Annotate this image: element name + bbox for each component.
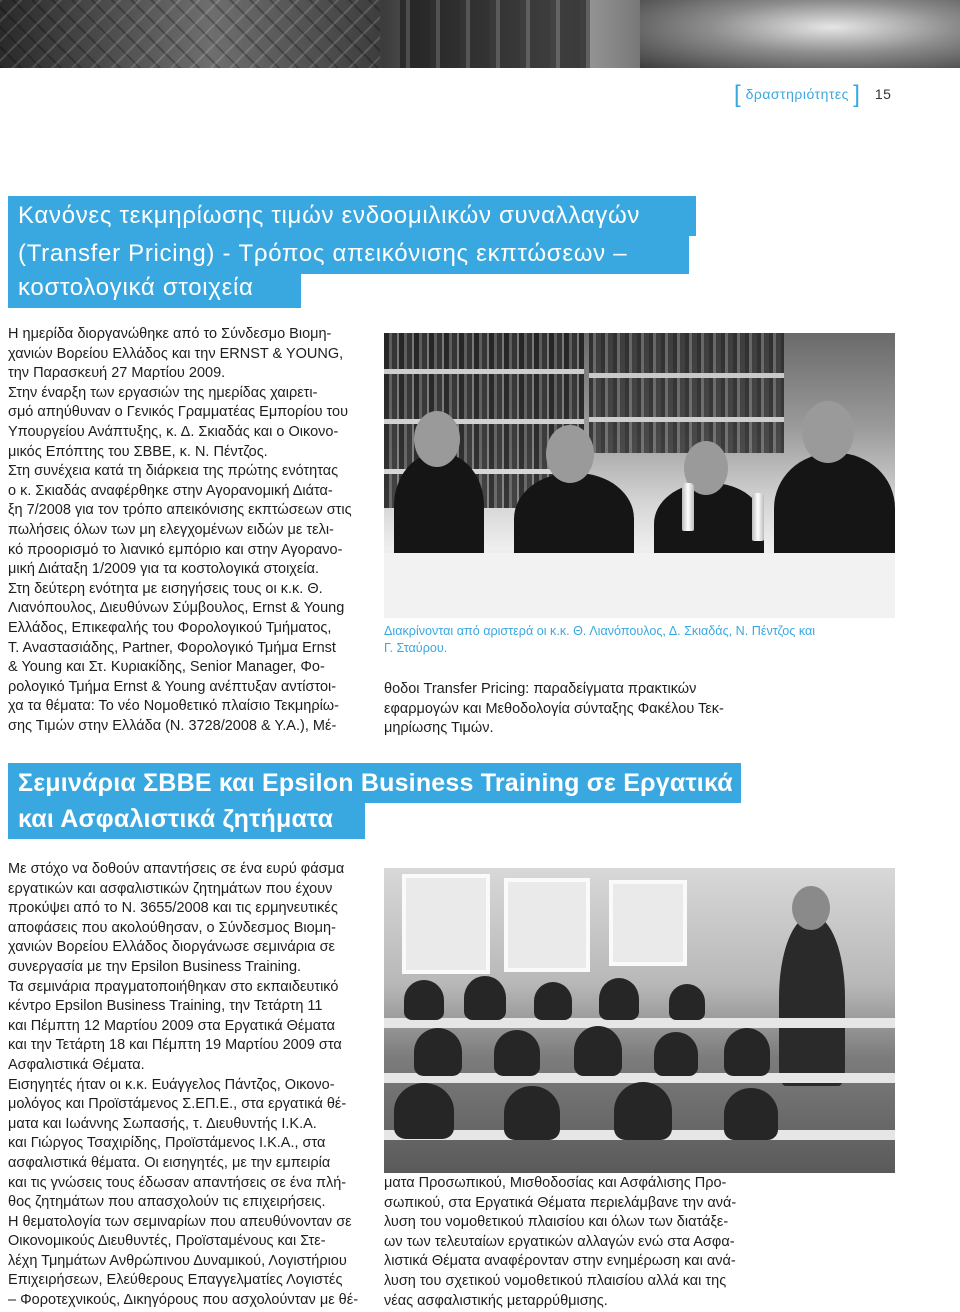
text-line: σωπικού, στα Εργατικά Θέματα περιελάμβανε την ανά- [384, 1194, 737, 1211]
window [609, 880, 687, 966]
text-line: λέχη Τμημάτων Ανθρώπινου Δυναμικού, Λογιστήριου [8, 1252, 347, 1269]
seminar-photo [384, 868, 895, 1173]
student-silhouette [599, 978, 639, 1020]
article2-title-line-1: Σεμινάρια ΣΒΒΕ και Epsilon Business Training σε Εργατικά [8, 763, 741, 803]
text-line: την Παρασκευή 27 Μαρτίου 2009. [8, 365, 226, 382]
text-line: μικός Επόπτης του ΣΒΒΕ, κ. Ν. Πέντζος. [8, 443, 268, 460]
person-silhouette [394, 453, 484, 563]
student-silhouette [724, 1028, 770, 1076]
person-silhouette [774, 453, 895, 568]
meeting-photo [384, 333, 895, 618]
article2-title-line-2: και Ασφαλιστικά ζητήματα [8, 799, 365, 839]
bracket-icon: ] [853, 81, 861, 108]
student-silhouette [414, 1028, 462, 1076]
text-line: κέντρο Epsilon Business Training, την Τετάρτη 11 [8, 998, 323, 1015]
text-line: πωλήσεις όλων των μη ελεγχομένων ειδών με τελι- [8, 521, 334, 538]
text-line: κό προορισμό το λιανικό εμπόριο και στην Αγορανο- [8, 541, 343, 558]
banner-strip-texture [400, 0, 590, 68]
text-line: μηρίωσης Τιμών. [384, 720, 494, 737]
text-line: ξη 7/2008 για τον τρόπο απεικόνισης εκπτώσεων στις [8, 502, 352, 519]
student-silhouette [574, 1026, 622, 1076]
water-bottle [752, 493, 764, 541]
banner-metal-texture [640, 0, 960, 68]
article1-right-column [384, 680, 895, 739]
article2-left-column [8, 860, 368, 1311]
text-line: ματα Προσωπικού, Μισθοδοσίας και Ασφάλισης Προ- [384, 1175, 727, 1191]
running-head [734, 81, 891, 109]
person-head [414, 411, 460, 467]
student-silhouette [724, 1088, 778, 1140]
student-silhouette [394, 1083, 454, 1139]
text-line: θος ζητημάτων που απασχολούν τις επιχειρήσεις. [8, 1194, 326, 1211]
speaker-silhouette [779, 916, 845, 1086]
person-head [546, 425, 594, 483]
article1-title-line-3: κοστολογικά στοιχεία [8, 268, 301, 308]
text-line: μική Διάταξη 1/2009 για τα κοστολογικά στοιχεία. [8, 561, 320, 578]
text-line: λιστικά Θέματα αναφέρονταν στην ενημέρωση και ανά- [384, 1253, 736, 1270]
text-line: μολόγος και Προϊστάμενος Σ.ΕΠ.Ε., στα εργατικά θέ- [8, 1096, 347, 1113]
text-line: Επιχειρήσεων, Ελεύθερους Επαγγελματίες Λογιστές [8, 1272, 343, 1289]
text-line: θοδοι Transfer Pricing: παραδείγματα πρακτικών [384, 681, 697, 697]
student-silhouette [464, 976, 506, 1020]
text-line: Η ημερίδα διοργανώθηκε από το Σύνδεσμο Βιομη- [8, 326, 332, 342]
text-line: και Γιώργος Τσαχιρίδης, Προϊστάμενος Ι.Κ.Α., στα [8, 1135, 326, 1152]
text-line: ων των τελευταίων εργατικών αλλαγών ενώ στα Ασφα- [384, 1233, 735, 1250]
text-line: Στην έναρξη των εργασιών της ημερίδας χαιρετι- [8, 384, 318, 401]
student-silhouette [614, 1082, 672, 1140]
text-line: σμό απηύθυναν ο Γενικός Γραμματέας Εμπορίου του [8, 404, 349, 421]
text-line: Ασφαλιστικά Θέματα. [8, 1056, 145, 1073]
text-line: ασφαλιστικά θέματα. Οι εισηγητές, με την εμπειρία [8, 1154, 331, 1171]
article2-right-column [384, 1174, 895, 1311]
bookshelf-right [589, 333, 784, 453]
text-line: Τα σεμινάρια πραγματοποιήθηκαν στο εκπαιδευτικό [8, 978, 339, 995]
student-silhouette [654, 1032, 698, 1076]
text-line: χα τα θέματα: Το νέο Νομοθετικό πλαίσιο Τεκμηρίω- [8, 698, 339, 715]
caption-line: Διακρίνονται από αριστερά οι κ.κ. Θ. Λιανόπουλος, Δ. Σκιαδάς, Ν. Πέντζος και [384, 624, 816, 638]
text-line: εφαρμογών και Μεθοδολογία σύνταξης Φακέλου Τεκ- [384, 700, 724, 717]
window [504, 878, 590, 972]
article1-left-column [8, 325, 368, 736]
text-line: Οικονομικούς Διευθυντές, Προϊσταμένους και Στε- [8, 1233, 326, 1250]
student-silhouette [494, 1030, 540, 1076]
text-line: σης Τιμών στην Ελλάδα (Ν. 3728/2008 & Υ.Α.), Μέ- [8, 717, 337, 734]
student-silhouette [534, 982, 572, 1020]
text-line: και την Τετάρτη 18 και Πέμπτη 19 Μαρτίου 2009 στα [8, 1037, 342, 1054]
page-number: 15 [874, 86, 892, 102]
text-line: Υπουργείου Ανάπτυξης, κ. Δ. Σκιαδάς και ο Οικονο- [8, 423, 339, 440]
text-line: & Young και Στ. Κυριακίδης, Senior Manager, Φο- [8, 659, 325, 676]
section-label: δραστηριότητες [745, 86, 849, 102]
text-line: προκύψει από το Ν. 3655/2008 και τις ερμηνευτικές [8, 900, 338, 917]
text-line: λυση του νομοθετικού πλαισίου και όλων των διατάξε- [384, 1214, 729, 1231]
student-silhouette [404, 980, 444, 1020]
text-line: – Φοροτεχνικούς, Δικηγόρους που ασχολούνταν με θέ- [8, 1292, 359, 1309]
text-line: συνεργασία με την Epsilon Business Training. [8, 958, 302, 975]
text-line: Εισηγητές ήταν οι κ.κ. Ευάγγελος Πάντζος, Οικονο- [8, 1076, 335, 1093]
text-line: Με στόχο να δοθούν απαντήσεις σε ένα ευρύ φάσμα [8, 861, 345, 877]
text-line: Λιανόπουλος, Διευθύνων Σύμβουλος, Ernst & Young [8, 600, 345, 617]
text-line: εργατικών και ασφαλιστικών ζητημάτων που έχουν [8, 880, 333, 897]
water-bottle [682, 483, 694, 531]
bracket-icon: [ [734, 81, 742, 108]
text-line: ο κ. Σκιαδάς αναφέρθηκε στην Αγορανομική Διάτα- [8, 482, 333, 499]
text-line: λυση του σχετικού νομοθετικού πλαισίου αλλά και της [384, 1272, 727, 1289]
meeting-table [384, 553, 895, 618]
text-line: Στη δεύτερη ενότητα με εισηγήσεις τους οι κ.κ. Θ. [8, 580, 323, 597]
header-photo-banner [0, 0, 960, 68]
desk-row [384, 1018, 895, 1028]
meeting-photo-caption [384, 623, 895, 657]
text-line: και τις γνώσεις τους έδωσαν απαντήσεις σε ένα πλή- [8, 1174, 347, 1191]
article1-title-line-1: Κανόνες τεκμηρίωσης τιμών ενδοομιλικών συναλλαγών [8, 196, 696, 236]
text-line: χανιών Βορείου Ελλάδος διοργάνωσε σεμινάρια σε [8, 939, 336, 956]
text-line: και Πέμπτη 12 Μαρτίου 2009 στα Εργατικά Θέματα [8, 1017, 335, 1034]
text-line: αποφάσεις που ακολούθησαν, ο Σύνδεσμος Βιομη- [8, 919, 336, 936]
speaker-head [792, 886, 830, 930]
person-head [802, 401, 854, 463]
banner-grid-texture [0, 0, 380, 68]
window [402, 874, 490, 974]
student-silhouette [504, 1086, 560, 1140]
text-line: χανιών Βορείου Ελλάδος και την ERNST & YOUNG, [8, 345, 344, 362]
text-line: Η θεματολογία των σεμιναρίων που απευθύνονταν σε [8, 1213, 352, 1230]
article1-title-line-2: (Transfer Pricing) - Τρόπος απεικόνισης εκπτώσεων – [8, 234, 689, 274]
text-line: Τ. Αναστασιάδης, Partner, Φορολογικό Τμήμα Ernst [8, 639, 336, 656]
text-line: ματα και Ιωάννης Σωπασής, τ. Διευθυντής Ι.Κ.Α. [8, 1115, 317, 1132]
student-silhouette [669, 984, 705, 1020]
text-line: νέας ασφαλιστικής μεταρρύθμισης. [384, 1292, 608, 1309]
caption-line: Γ. Σταύρου. [384, 641, 448, 655]
text-line: ρολογικό Τμήμα Ernst & Young ανέπτυξαν αντίστοι- [8, 678, 337, 695]
text-line: Ελλάδος, Επικεφαλής του Φορολογικού Τμήματος, [8, 619, 332, 636]
text-line: Στη συνέχεια κατά τη διάρκεια της πρώτης ενότητας [8, 463, 339, 480]
